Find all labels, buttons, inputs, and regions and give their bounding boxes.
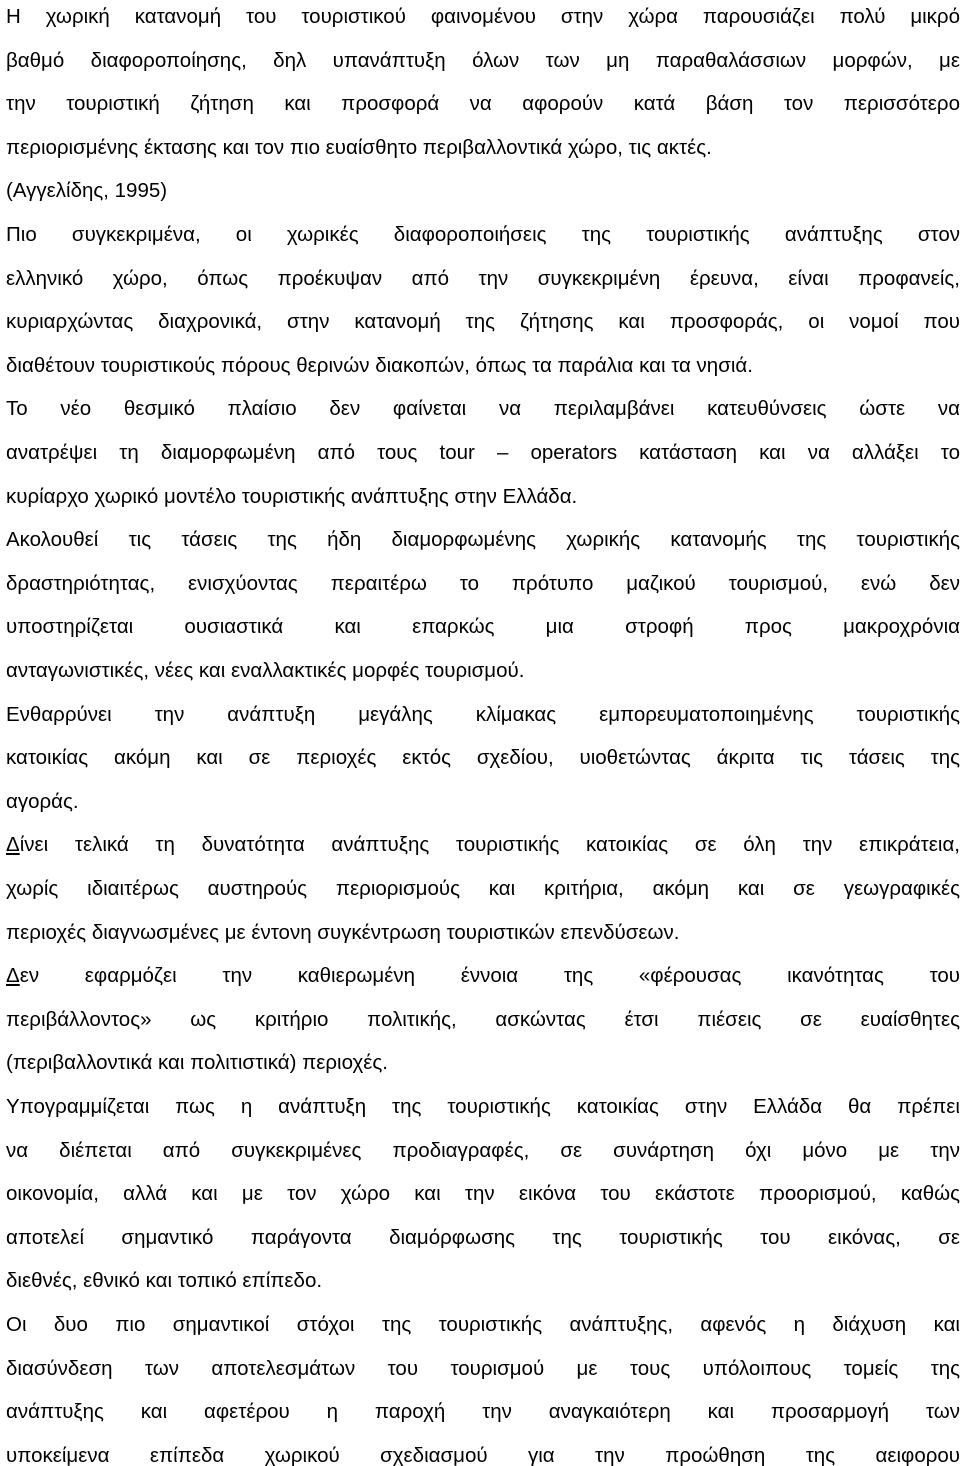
text-line: διαθέτουν τουριστικούς πόρους θερινών διακοπών, όπως τα παράλια και τα νησιά. xyxy=(6,354,753,377)
text-line: Ενθαρρύνει την ανάπτυξη μεγάλης κλίμακας εμπορευματοποιημένης τουριστικής xyxy=(6,703,960,726)
text-line: περιοχές διαγνωσμένες με έντονη συγκέντρωση τουριστικών επενδύσεων. xyxy=(6,921,680,944)
text-line: ανταγωνιστικές, νέες και εναλλακτικές μορφές τουρισμού. xyxy=(6,659,525,682)
text-line: Δεν εφαρμόζει την καθιερωμένη έννοια της «φέρουσας ικανότητας του xyxy=(6,964,960,987)
text-line: (Αγγελίδης, 1995) xyxy=(6,179,168,202)
text-line: Οι δυο πιο σημαντικοί στόχοι της τουριστικής ανάπτυξης, αφενός η διάχυση και xyxy=(6,1313,960,1336)
text-line: (περιβαλλοντικά και πολιτιστικά) περιοχές. xyxy=(6,1051,388,1074)
text-line: την τουριστική ζήτηση και προσφορά να αφορούν κατά βάση τον περισσότερο xyxy=(6,92,960,115)
text-line: Το νέο θεσμικό πλαίσιο δεν φαίνεται να περιλαμβάνει κατευθύνσεις ώστε να xyxy=(6,397,960,420)
underlined-letter: Δ xyxy=(6,964,20,987)
text-line: κυρίαρχο χωρικό μοντέλο τουριστικής ανάπτυξης στην Ελλάδα. xyxy=(6,485,578,508)
text-line: υποστηρίζεται ουσιαστικά και επαρκώς μια στροφή προς μακροχρόνια xyxy=(6,615,960,638)
text-line: Ακολουθεί τις τάσεις της ήδη διαμορφωμένης χωρικής κατανομής της τουριστικής xyxy=(6,528,960,551)
text-line: οικονομία, αλλά και με τον χώρο και την εικόνα του εκάστοτε προορισμού, καθώς xyxy=(6,1182,960,1205)
underlined-letter: Δ xyxy=(6,833,20,856)
text-line: διασύνδεση των αποτελεσμάτων του τουρισμού με τους υπόλοιπους τομείς της xyxy=(6,1357,960,1380)
text-line: Η χωρική κατανομή του τουριστικού φαινομένου στην χώρα παρουσιάζει πολύ μικρό xyxy=(6,5,960,28)
text-line: βαθμό διαφοροποίησης, δηλ υπανάπτυξη όλων των μη παραθαλάσσιων μορφών, με xyxy=(6,49,960,72)
text-line: περιορισμένης έκτασης και τον πιο ευαίσθητο περιβαλλοντικά χώρο, τις ακτές. xyxy=(6,136,712,159)
text-line: Πιο συγκεκριμένα, οι χωρικές διαφοροποιήσεις της τουριστικής ανάπτυξης στον xyxy=(6,223,960,246)
text-line: αποτελεί σημαντικό παράγοντα διαμόρφωσης της τουριστικής του εικόνας, σε xyxy=(6,1226,960,1249)
text-line: ανάπτυξης και αφετέρου η παροχή την αναγκαιότερη και προσαρμογή των xyxy=(6,1400,960,1423)
text-line: Υπογραμμίζεται πως η ανάπτυξη της τουριστικής κατοικίας στην Ελλάδα θα πρέπει xyxy=(6,1095,960,1118)
text-line: να διέπεται από συγκεκριμένες προδιαγραφές, σε συνάρτηση όχι μόνο με την xyxy=(6,1139,960,1162)
text-line: αγοράς. xyxy=(6,790,79,813)
text-line: Δίνει τελικά τη δυνατότητα ανάπτυξης τουριστικής κατοικίας σε όλη την επικράτεια, xyxy=(6,833,960,856)
text-line: υποκείμενα επίπεδα χωρικού σχεδιασμού για την προώθηση της αειφορου xyxy=(6,1444,960,1466)
text-line: κυριαρχώντας διαχρονικά, στην κατανομή της ζήτησης και προσφοράς, οι νομοί που xyxy=(6,310,960,333)
text-line: κατοικίας ακόμη και σε περιοχές εκτός σχεδίου, υιοθετώντας άκριτα τις τάσεις της xyxy=(6,746,960,769)
text-line: ανατρέψει τη διαμορφωμένη από τους tour – operators κατάσταση και να αλλάξει το xyxy=(6,441,960,464)
text-line: ελληνικό χώρο, όπως προέκυψαν από την συγκεκριμένη έρευνα, είναι προφανείς, xyxy=(6,267,960,290)
text-line: περιβάλλοντος» ως κριτήριο πολιτικής, ασκώντας έτσι πιέσεις σε ευαίσθητες xyxy=(6,1008,960,1031)
text-line: διεθνές, εθνικό και τοπικό επίπεδο. xyxy=(6,1269,323,1292)
text-line: δραστηριότητας, ενισχύοντας περαιτέρω το πρότυπο μαζικού τουρισμού, ενώ δεν xyxy=(6,572,960,595)
text-line: χωρίς ιδιαιτέρως αυστηρούς περιορισμούς και κριτήρια, ακόμη και σε γεωγραφικές xyxy=(6,877,960,900)
